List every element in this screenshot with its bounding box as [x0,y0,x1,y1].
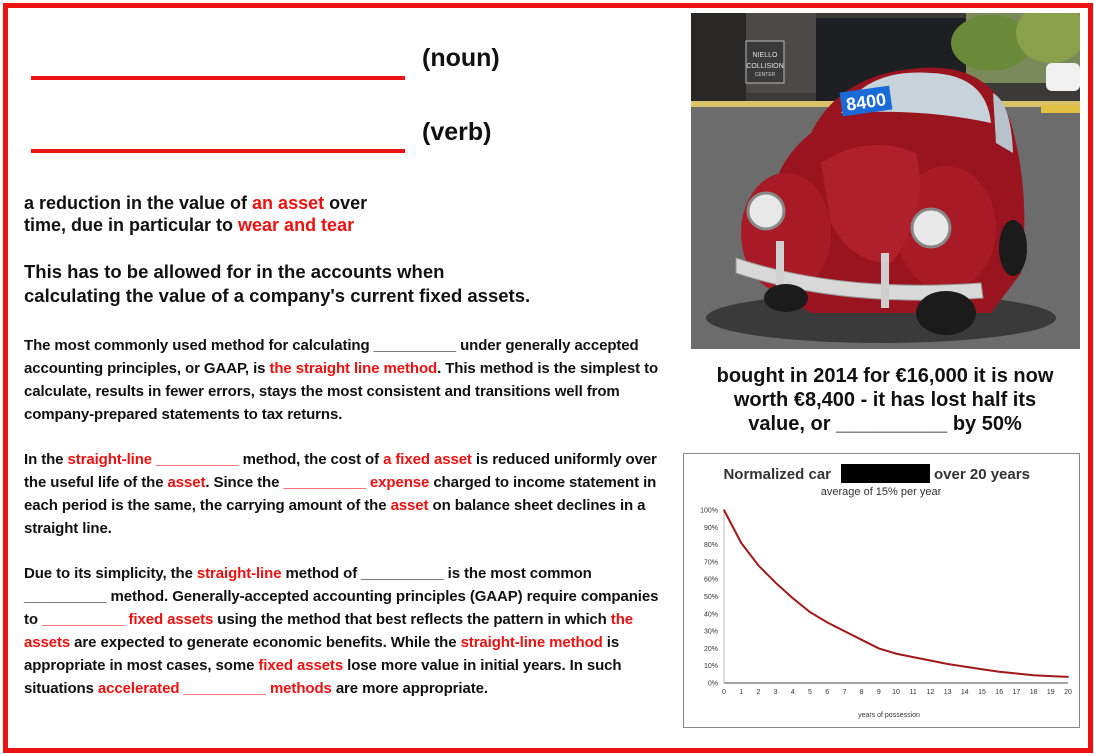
chart-x-tick-label: 3 [773,689,778,696]
caption-line-1: bought in 2014 for €16,000 it is now [716,365,1054,387]
chart-data-point [981,668,983,670]
paragraph-straight-line-intro [24,334,672,426]
car-photo [691,13,1080,349]
chart-y-tick-label: 20% [703,645,718,653]
chart-data-point [895,653,897,655]
accounts-note [24,260,530,308]
chart-title-redaction [841,464,930,483]
paragraph-text: method of __________ is the most common __________ method. Generally-accepted accounting principles (GAAP) require companies to [24,565,659,628]
paragraph-text: are more appropriate. [331,680,488,697]
chart-y-tick-label: 10% [703,663,718,671]
paragraph-straight-line-detail [24,448,672,540]
chart-data-point [912,656,914,658]
paragraph-text: is appropriate in most cases, some [24,634,620,674]
paragraph-highlight: asset [390,497,429,514]
noun-blank-line [31,76,405,80]
chart-x-tick-label: 15 [978,689,986,696]
chart-data-point [1050,675,1052,677]
chart-data-point [998,671,1000,673]
chart-series-line [724,510,1068,677]
chart-data-point [740,542,742,544]
paragraph-text: on balance sheet declines in a straight line. [24,497,646,537]
chart-data-point [1033,674,1035,676]
paragraph-text: The most commonly used method for calculating __________ under generally accepted accounting principles, or GAAP, is [24,337,639,377]
chart-x-tick-label: 13 [943,689,952,696]
definition-line-2 [24,214,367,236]
paragraph-highlight: straight-line [196,565,282,582]
chart-y-tick-label: 90% [703,524,718,532]
paragraph-highlight: straight-line method [460,634,603,651]
chart-svg [684,454,1079,727]
chart-subtitle: average of 15% per year [820,486,942,498]
chart-x-tick-label: 14 [960,689,969,696]
chart-x-tick-label: 18 [1029,689,1038,696]
building-sign-line-3: CENTER [754,72,776,78]
chart-data-point [723,509,725,511]
chart-x-tick-label: 2 [756,689,761,696]
chart-x-tick-label: 16 [995,689,1004,696]
paragraph-text: charged to income statement in each period is the same, the carrying amount of the [24,474,657,514]
paragraph-text: method, the cost of [238,451,384,468]
chart-y-tick-label: 70% [703,559,718,567]
accounts-note-line-2: calculating the value of a company's current fixed assets. [24,285,531,306]
chart-data-point [930,660,932,662]
noun-label: (noun) [422,44,500,72]
chart-data-point [844,630,846,632]
chart-x-tick-label: 0 [722,689,726,696]
chart-x-tick-label: 20 [1064,689,1072,696]
chart-x-tick-label: 8 [859,689,864,696]
paragraph-highlight: fixed assets [258,657,344,674]
paragraph-text: . Since the [205,474,284,491]
definition-line-1 [24,192,367,214]
verb-blank-line [31,149,405,153]
chart-y-tick-label: 100% [700,507,718,515]
chart-data-point [878,648,880,650]
chart-x-tick-label: 11 [909,689,917,696]
paragraph-highlight: asset [167,474,206,491]
car-caption [694,364,1076,436]
definition-text: time, due in particular to [24,215,239,235]
definition-highlight-wear: wear and tear [238,215,355,235]
chart-y-tick-label: 50% [703,594,718,601]
chart-data-point [1016,673,1018,675]
paragraph-highlight: __________ expense [283,474,430,491]
chart-data-point [947,663,949,665]
chart-y-tick-label: 80% [703,542,718,550]
paragraph-gaap [24,562,672,700]
chart-y-tick-label: 0% [707,680,718,688]
chart-data-point [809,611,811,613]
paragraph-highlight: a fixed asset [383,451,472,468]
building-sign-line-2: COLLISION [746,63,784,70]
caption-line-3: value, or __________ by 50% [748,413,1022,435]
verb-label: (verb) [422,118,492,146]
chart-data-point [775,582,777,584]
chart-x-tick-label: 5 [808,689,812,696]
paragraph-highlight: __________ fixed assets [42,611,214,628]
chart-x-tick-label: 12 [926,689,935,696]
accounts-note-line-1: This has to be allowed for in the accounts when [24,261,445,282]
chart-x-tick-label: 19 [1046,689,1055,696]
paragraph-text: . This method is the simplest to calculate, results in fewer errors, stays the most consistent and transitions well from company-prepared statements to tax returns. [24,360,659,423]
paragraph-highlight: straight-line __________ [67,451,239,468]
chart-title-part-2: over 20 years [934,466,1030,483]
building-sign-line-1: NIELLO [752,52,778,59]
definition-highlight-asset: an asset [252,193,325,213]
paragraph-highlight: the assets [24,611,633,651]
chart-data-point [758,565,760,567]
chart-x-axis-label: years of possession [858,712,920,719]
chart-data-point [792,597,794,599]
chart-x-tick-label: 4 [790,689,795,696]
chart-x-tick-label: 17 [1012,689,1021,696]
paragraph-text: In the [24,451,68,468]
paragraph-highlight: accelerated __________ methods [97,680,332,697]
caption-line-2: worth €8,400 - it has lost half its [733,389,1037,411]
definition-text: over [324,193,368,213]
chart-x-tick-label: 6 [825,689,830,696]
paragraph-text: is reduced uniformly over the useful life of the [24,451,657,491]
chart-y-tick-label: 30% [703,628,718,636]
chart-y-tick-label: 60% [703,576,718,584]
chart-data-point [826,622,828,624]
car-illustration [691,13,1080,349]
paragraph-text: lose more value in initial years. In such situations [24,657,622,697]
depreciation-chart [683,453,1080,728]
chart-title-part-1: Normalized car [723,466,831,483]
chart-data-point [964,666,966,668]
chart-data-point [861,639,863,641]
chart-x-tick-label: 9 [876,689,881,696]
paragraph-highlight: the straight line method [269,360,438,377]
definition-text: a reduction in the value of [24,193,253,213]
chart-x-tick-label: 10 [892,689,900,696]
paragraph-text: using the method that best reflects the pattern in which [213,611,611,628]
paragraph-text: are expected to generate economic benefits. While the [70,634,461,651]
chart-x-tick-label: 7 [842,689,847,696]
paragraph-text: Due to its simplicity, the [24,565,197,582]
chart-y-tick-label: 40% [703,611,718,619]
chart-data-point [1067,676,1069,678]
price-sign: 8400 [844,89,888,115]
chart-x-tick-label: 1 [739,689,744,696]
definition [24,192,367,236]
